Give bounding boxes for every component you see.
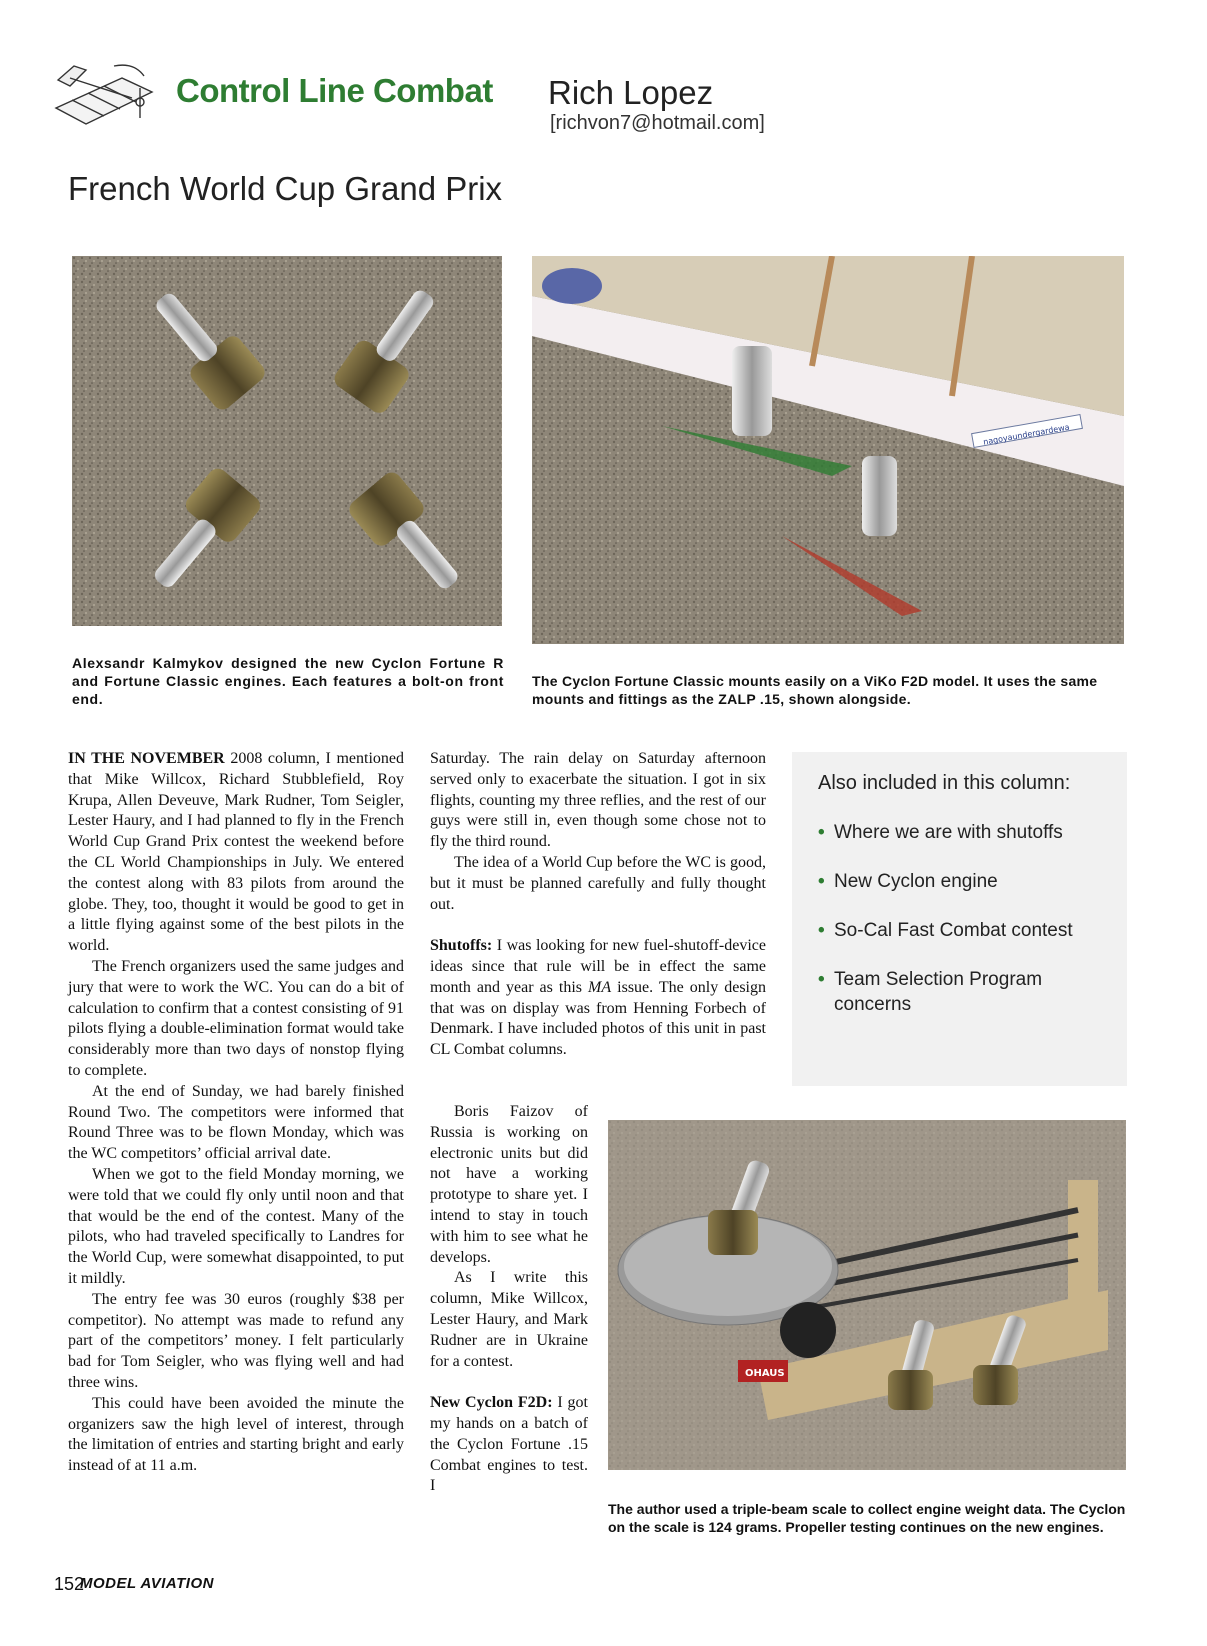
paragraph: I got my hands on a batch of the Cyclon Fortune .15 Combat engines to test. I <box>430 1394 588 1495</box>
wing-sticker: nagoyaundergardewa <box>982 422 1071 447</box>
paragraph: When we got to the field Monday morning, we were told that we could fly only until noon and that that would be the end of the contest. Many of the pilots, who had traveled specifically to Landres for the World Cup, were somewhat disappointed, to put it mildly. <box>68 1165 404 1287</box>
paragraph: At the end of Sunday, we had barely finished Round Two. The competitors were informed that Round Three was to be flown Monday, which was the WC competitors’ official arrival date. <box>68 1082 404 1163</box>
paragraph: The French organizers used the same judges and jury that were to work the WC. You can do a bit of calculation to confirm that a contest consisting of 91 pilots flying a double-elimination format would take considerably more than two days of nonstop flying to complete. <box>68 957 404 1079</box>
paragraph: The entry fee was 30 euros (roughly $38 per competitor). No attempt was made to refund any part of the competitors’ money. I felt particularly bad for Tom Seigler, who was flying well and had three wins. <box>68 1290 404 1391</box>
article-column-2-narrow <box>430 1102 588 1497</box>
subhead-shutoffs: Shutoffs: <box>430 937 493 955</box>
page-number: 152 <box>54 1574 85 1594</box>
caption-wing-mount: The Cyclon Fortune Classic mounts easily on a ViKo F2D model. It uses the same mounts and fittings as the ZALP .15, shown alongside. <box>532 673 1098 707</box>
paragraph: I was looking for new fuel-shutoff-device ideas since that rule will be in effect the same month and year as this <box>430 937 766 996</box>
lead-in: IN THE NOVEMBER <box>68 750 225 767</box>
magazine-name: MODEL AVIATION <box>80 1575 214 1592</box>
paragraph: Saturday. The rain delay on Saturday afternoon served only to exacerbate the situation. I got in six flights, counting my three reflies, and the rest of our guys were still in, even though some chose not to fly the third round. <box>430 750 766 851</box>
photo-engines <box>72 256 502 626</box>
paragraph: issue. The only design that was on display was from Henning Forbech of Denmark. I have included photos of this unit in past CL Combat columns. <box>430 978 766 1059</box>
article-column-2 <box>430 749 766 1061</box>
control-line-plane-icon <box>52 58 157 138</box>
scale-brand-label: OHAUS <box>745 1368 785 1379</box>
paragraph: The idea of a World Cup before the WC is good, but it must be planned carefully and fully thought out. <box>430 853 766 913</box>
paragraph: As I write this column, Mike Willcox, Lester Haury, and Mark Rudner are in Ukraine for a contest. <box>430 1269 588 1370</box>
paragraph: 2008 column, I mentioned that Mike Willcox, Richard Stubblefield, Roy Krupa, Allen Deveuve, Mark Rudner, Tom Seigler, Lester Haury, and I had planned to fly in the French World Cup Grand Prix contest the weekend before the CL World Championships in July. We entered the contest along with 83 pilots from around the globe. They, too, thought it would be good to get in a little flying against some of the best pilots in the world. <box>68 750 404 955</box>
photo-scale <box>608 1120 1126 1470</box>
caption-engines: Alexsandr Kalmykov designed the new Cyclon Fortune R and Fortune Classic engines. Each features a bolt-on front end. <box>72 655 504 707</box>
subhead-new-cyclon: New Cyclon F2D: <box>430 1394 553 1412</box>
author-email: [richvon7@hotmail.com] <box>550 112 765 134</box>
paragraph: Boris Faizov of Russia is working on electronic units but did not have a working prototype to share yet. I intend to stay in touch with him to see what he develops. <box>430 1103 588 1266</box>
magazine-abbrev: MA <box>588 978 612 996</box>
sidebar-item: • So-Cal Fast Combat contest <box>818 920 1073 941</box>
sidebar-box <box>792 752 1127 1086</box>
sidebar-heading: Also included in this column: <box>818 772 1071 794</box>
sidebar-item: • New Cyclon engine <box>818 871 998 892</box>
sidebar-item: • Where we are with shutoffs <box>818 822 1063 843</box>
sidebar-list <box>818 820 1118 1041</box>
author-name: Rich Lopez <box>548 74 714 111</box>
caption-scale: The author used a triple-beam scale to collect engine weight data. The Cyclon on the scale is 124 grams. Propeller testing continues on the new engines. <box>608 1501 1126 1535</box>
paragraph: This could have been avoided the minute the organizers saw the high level of interest, through the limitation of entries and starting bright and early instead of at 11 a.m. <box>68 1394 404 1475</box>
section-title: Control Line Combat <box>176 72 493 109</box>
article-title: French World Cup Grand Prix <box>68 170 503 207</box>
photo-wing-mount <box>532 256 1124 644</box>
article-column-1 <box>68 749 404 1477</box>
sidebar-item: • Team Selection Program concerns <box>818 969 1043 1015</box>
